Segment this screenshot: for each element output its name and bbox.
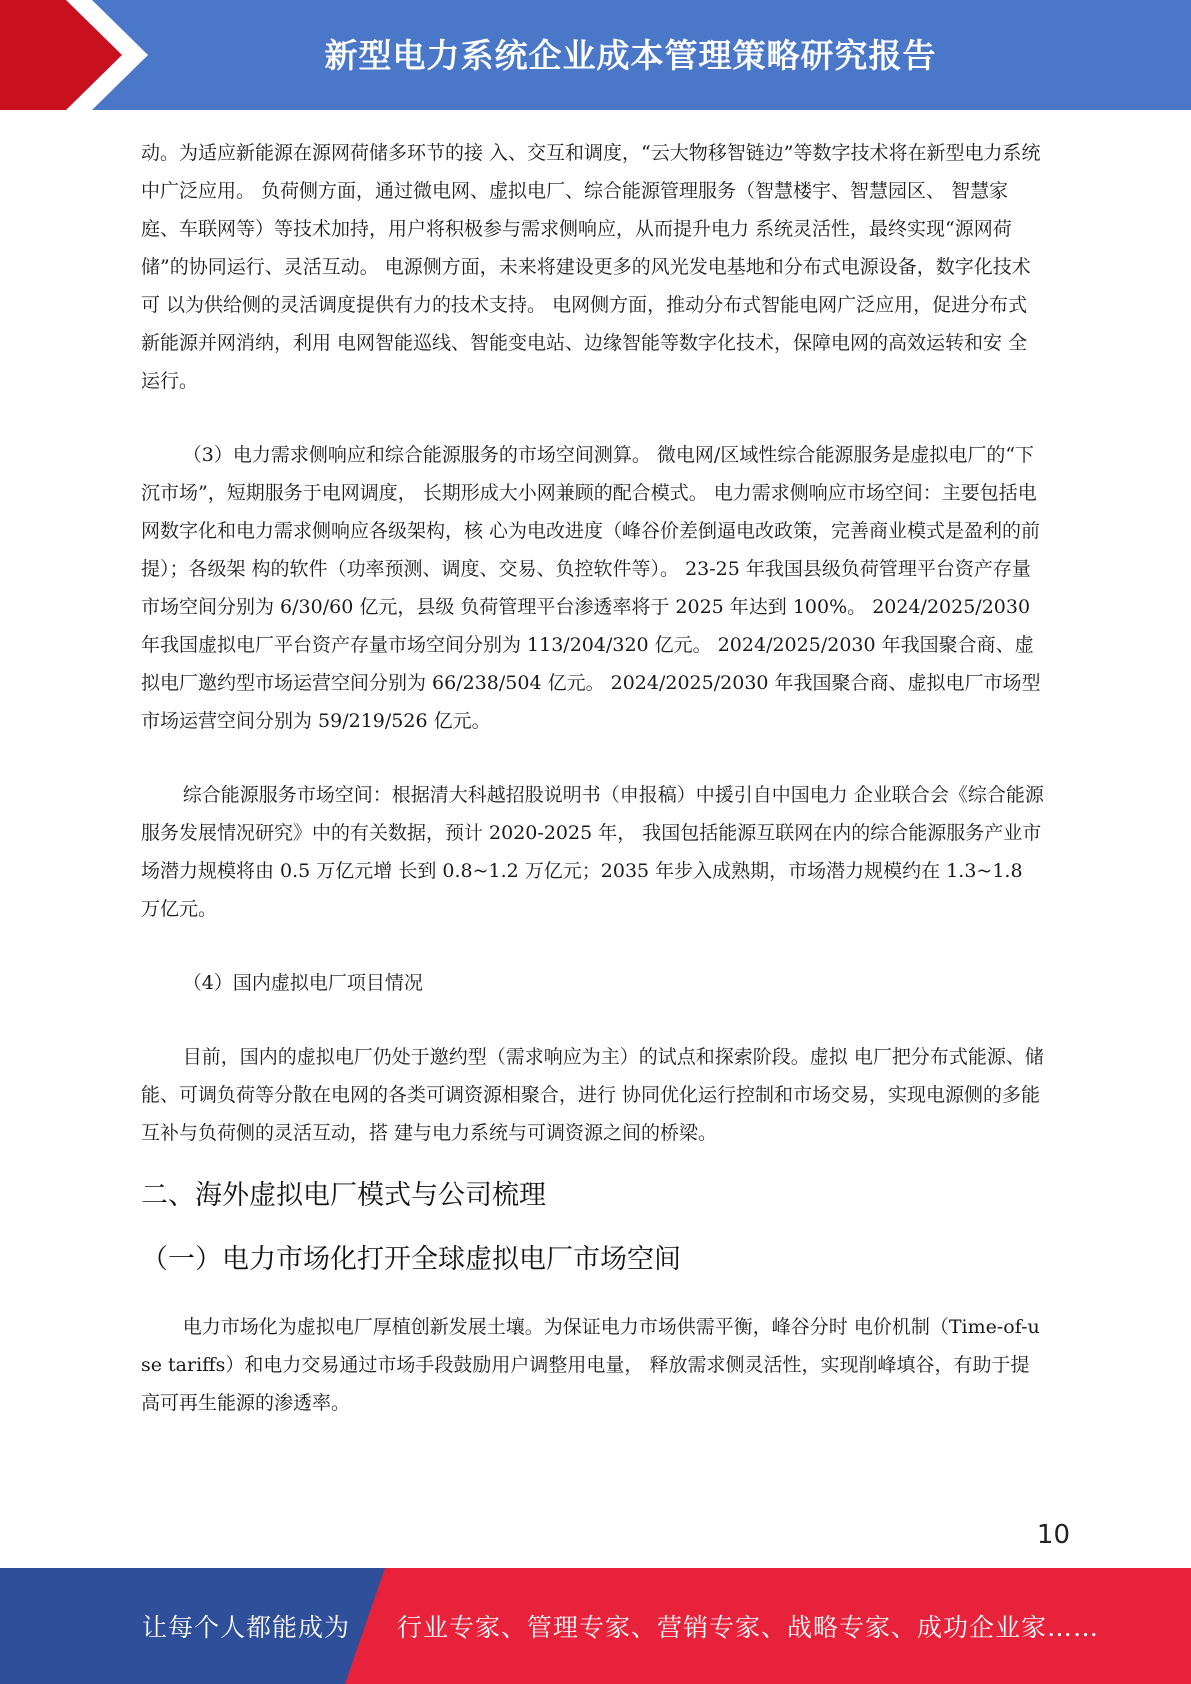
page-number: 10 xyxy=(1036,1520,1070,1550)
report-title: 新型电力系统企业成本管理策略研究报告 xyxy=(324,36,937,75)
paragraph-6: 电力市场化为虚拟电厂厚植创新发展土壤。为保证电力市场供需平衡，峰谷分时 电价机制（Time-of-use tariffs）和电力交易通过市场手段鼓励用户调整用电量， 释放需求侧灵活性，实现削峰填谷，有助于提高可再生能源的渗透率。 xyxy=(141,1316,1040,1414)
paragraph-3: 综合能源服务市场空间：根据清大科越招股说明书（申报稿）中援引自中国电力 企业联合会《综合能源服务发展情况研究》中的有关数据，预计 2020-2025 年， 我国包括能源互联网在内的综合能源服务产业市场潜力规模将由 0.5 万亿元增 长到 0.8~1.2 万亿元；2035 年步入成熟期，市场潜力规模约在 1.3~1.8 万亿元。 xyxy=(141,784,1044,920)
page-content xyxy=(141,134,1046,1422)
footer-slogan-left: 让每个人都能成为 xyxy=(142,1613,351,1642)
footer-slogan-right: 行业专家、管理专家、营销专家、战略专家、成功企业家…… xyxy=(397,1613,1100,1642)
page-header xyxy=(0,0,1191,110)
page-footer xyxy=(0,1568,1191,1684)
subsection-heading: （一）电力市场化打开全球虚拟电厂市场空间 xyxy=(141,1244,681,1275)
paragraph-2: （3）电力需求侧响应和综合能源服务的市场空间测算。 微电网/区域性综合能源服务是虚拟电厂的“下沉市场”，短期服务于电网调度， 长期形成大小网兼顾的配合模式。 电力需求侧响应市场空间：主要包括电网数字化和电力需求侧响应各级架构，核 心为电改进度（峰谷价差倒逼电改政策，完善商业模式是盈利的前提）；各级架 构的软件（功率预测、调度、交易、负控软件等）。 23-25 年我国县级负荷管理平台资产存量市场空间分别为 6/30/60 亿元，县级 负荷管理平台渗透率将于 2025 年达到 100%。 2024/2025/2030 年我国虚拟电厂平台资产存量市场空间分别为 113/204/320 亿元。 2024/2025/2030 年我国聚合商、虚拟电厂邀约型市场运营空间分别为 66/238/504 亿元。 2024/2025/2030 年我国聚合商、虚拟电厂市场型市场运营空间分别为 59/219/526 亿元。 xyxy=(141,444,1041,732)
section-heading: 二、海外虚拟电厂模式与公司梳理 xyxy=(141,1180,546,1211)
paragraph-4: （4）国内虚拟电厂项目情况 xyxy=(182,972,423,994)
paragraph-1: 动。为适应新能源在源网荷储多环节的接 入、交互和调度，“云大物移智链边”等数字技术将在新型电力系统中广泛应用。 负荷侧方面，通过微电网、虚拟电厂、综合能源管理服务（智慧楼宇、智慧园区、 智慧家庭、车联网等）等技术加持，用户将积极参与需求侧响应，从而提升电力 系统灵活性，最终实现“源网荷储”的协同运行、灵活互动。 电源侧方面，未来将建设更多的风光发电基地和分布式电源设备，数字化技术可 以为供给侧的灵活调度提供有力的技术支持。 电网侧方面，推动分布式智能电网广泛应用，促进分布式新能源并网消纳，利用 电网智能巡线、智能变电站、边缘智能等数字化技术，保障电网的高效运转和安 全运行。 xyxy=(141,142,1041,392)
paragraph-5: 目前，国内的虚拟电厂仍处于邀约型（需求响应为主）的试点和探索阶段。虚拟 电厂把分布式能源、储能、可调负荷等分散在电网的各类可调资源相聚合，进行 协同优化运行控制和市场交易，实现电源侧的多能互补与负荷侧的灵活互动，搭 建与电力系统与可调资源之间的桥梁。 xyxy=(141,1046,1044,1144)
